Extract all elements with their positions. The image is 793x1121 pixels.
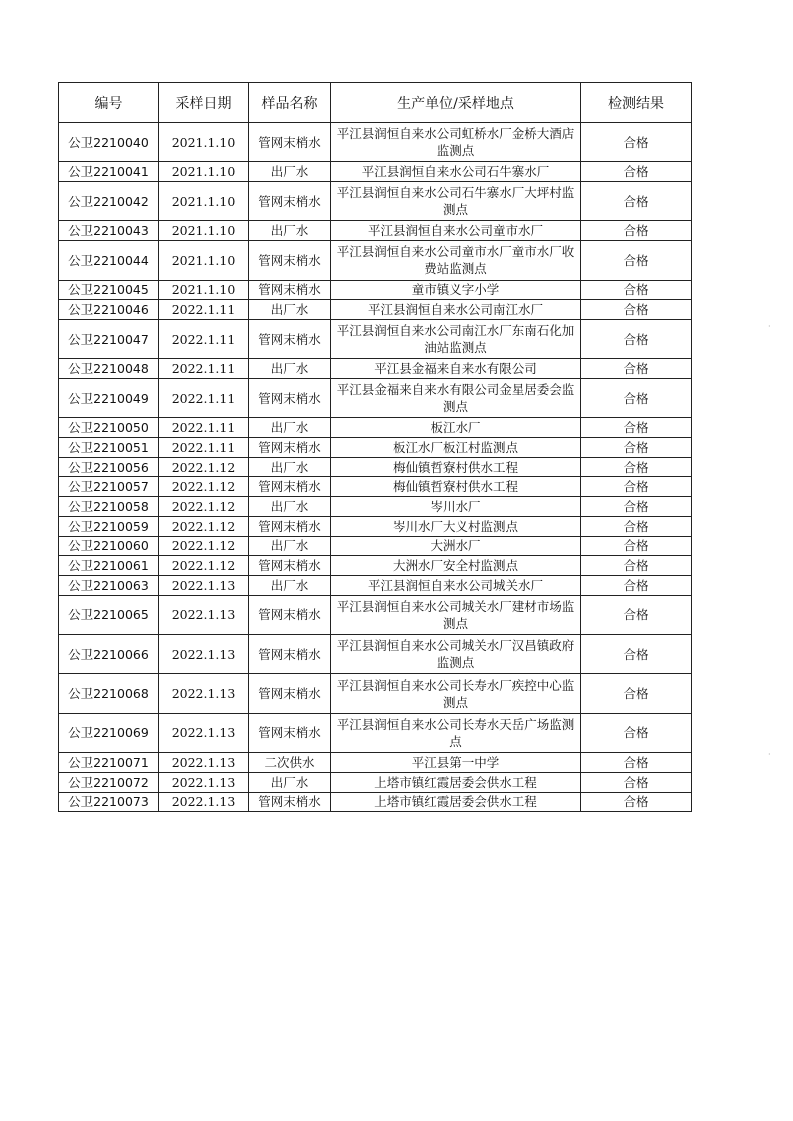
cell-id: 公卫2210041 <box>59 162 159 182</box>
cell-sample-name: 管网末梢水 <box>249 792 331 812</box>
cell-location: 平江县润恒自来水公司童市水厂童市水厂收费站监测点 <box>331 241 581 280</box>
header-result: 检测结果 <box>581 83 692 123</box>
cell-id: 公卫2210051 <box>59 438 159 458</box>
cell-result: 合格 <box>581 595 692 634</box>
cell-sample-name: 出厂水 <box>249 575 331 595</box>
cell-date: 2022.1.13 <box>159 634 249 673</box>
table-row <box>59 753 692 773</box>
cell-location: 大洲水厂安全村监测点 <box>331 556 581 576</box>
cell-location: 板江水厂板江村监测点 <box>331 438 581 458</box>
table-row <box>59 674 692 713</box>
cell-location: 平江县润恒自来水公司石牛寨水厂大坪村监测点 <box>331 182 581 221</box>
cell-date: 2022.1.12 <box>159 516 249 536</box>
cell-date: 2022.1.12 <box>159 497 249 517</box>
cell-location: 板江水厂 <box>331 418 581 438</box>
table-body <box>59 123 692 812</box>
cell-sample-name: 管网末梢水 <box>249 516 331 536</box>
cell-id: 公卫2210040 <box>59 123 159 162</box>
cell-sample-name: 管网末梢水 <box>249 123 331 162</box>
cell-id: 公卫2210065 <box>59 595 159 634</box>
header-id: 编号 <box>59 83 159 123</box>
cell-sample-name: 出厂水 <box>249 457 331 477</box>
cell-result: 合格 <box>581 753 692 773</box>
cell-sample-name: 管网末梢水 <box>249 595 331 634</box>
cell-id: 公卫2210061 <box>59 556 159 576</box>
cell-date: 2022.1.11 <box>159 359 249 379</box>
margin-mark: · <box>768 750 771 759</box>
cell-result: 合格 <box>581 497 692 517</box>
cell-result: 合格 <box>581 162 692 182</box>
cell-result: 合格 <box>581 575 692 595</box>
cell-date: 2022.1.13 <box>159 792 249 812</box>
cell-sample-name: 出厂水 <box>249 221 331 241</box>
cell-sample-name: 出厂水 <box>249 162 331 182</box>
cell-id: 公卫2210060 <box>59 536 159 556</box>
table-row <box>59 634 692 673</box>
cell-location: 平江县第一中学 <box>331 753 581 773</box>
table-row <box>59 536 692 556</box>
cell-sample-name: 管网末梢水 <box>249 477 331 497</box>
cell-result: 合格 <box>581 418 692 438</box>
cell-location: 平江县润恒自来水公司虹桥水厂金桥大酒店监测点 <box>331 123 581 162</box>
table-row <box>59 418 692 438</box>
cell-result: 合格 <box>581 438 692 458</box>
cell-sample-name: 管网末梢水 <box>249 713 331 752</box>
cell-sample-name: 管网末梢水 <box>249 319 331 358</box>
cell-result: 合格 <box>581 182 692 221</box>
cell-location: 平江县润恒自来水公司石牛寨水厂 <box>331 162 581 182</box>
cell-date: 2021.1.10 <box>159 162 249 182</box>
table-row <box>59 477 692 497</box>
cell-result: 合格 <box>581 280 692 300</box>
cell-sample-name: 管网末梢水 <box>249 438 331 458</box>
cell-location: 上塔市镇红霞居委会供水工程 <box>331 772 581 792</box>
table-row <box>59 516 692 536</box>
cell-result: 合格 <box>581 123 692 162</box>
cell-date: 2022.1.12 <box>159 536 249 556</box>
cell-id: 公卫2210042 <box>59 182 159 221</box>
cell-result: 合格 <box>581 359 692 379</box>
table-row <box>59 792 692 812</box>
cell-result: 合格 <box>581 713 692 752</box>
table-row <box>59 123 692 162</box>
table-row <box>59 497 692 517</box>
cell-sample-name: 管网末梢水 <box>249 556 331 576</box>
cell-date: 2022.1.11 <box>159 300 249 320</box>
cell-id: 公卫2210044 <box>59 241 159 280</box>
cell-date: 2021.1.10 <box>159 221 249 241</box>
cell-date: 2022.1.11 <box>159 319 249 358</box>
cell-location: 大洲水厂 <box>331 536 581 556</box>
cell-date: 2022.1.11 <box>159 379 249 418</box>
cell-sample-name: 管网末梢水 <box>249 280 331 300</box>
cell-sample-name: 出厂水 <box>249 359 331 379</box>
cell-result: 合格 <box>581 536 692 556</box>
cell-sample-name: 管网末梢水 <box>249 182 331 221</box>
cell-location: 岑川水厂大义村监测点 <box>331 516 581 536</box>
cell-date: 2022.1.13 <box>159 753 249 773</box>
cell-result: 合格 <box>581 241 692 280</box>
cell-sample-name: 管网末梢水 <box>249 379 331 418</box>
header-location: 生产单位/采样地点 <box>331 83 581 123</box>
cell-id: 公卫2210049 <box>59 379 159 418</box>
cell-id: 公卫2210050 <box>59 418 159 438</box>
table-row <box>59 182 692 221</box>
cell-date: 2022.1.13 <box>159 772 249 792</box>
cell-location: 平江县润恒自来水公司南江水厂东南石化加油站监测点 <box>331 319 581 358</box>
table-row <box>59 772 692 792</box>
cell-id: 公卫2210059 <box>59 516 159 536</box>
cell-result: 合格 <box>581 319 692 358</box>
cell-location: 平江县润恒自来水公司长寿水天岳广场监测点 <box>331 713 581 752</box>
table-row <box>59 575 692 595</box>
cell-location: 平江县润恒自来水公司童市水厂 <box>331 221 581 241</box>
cell-date: 2022.1.12 <box>159 477 249 497</box>
cell-location: 平江县润恒自来水公司城关水厂 <box>331 575 581 595</box>
cell-sample-name: 二次供水 <box>249 753 331 773</box>
cell-date: 2022.1.13 <box>159 713 249 752</box>
cell-id: 公卫2210071 <box>59 753 159 773</box>
table-row <box>59 280 692 300</box>
cell-id: 公卫2210068 <box>59 674 159 713</box>
table-row <box>59 438 692 458</box>
cell-id: 公卫2210047 <box>59 319 159 358</box>
cell-sample-name: 出厂水 <box>249 497 331 517</box>
inspection-results-table <box>58 82 692 812</box>
table-header-row <box>59 83 692 123</box>
cell-id: 公卫2210063 <box>59 575 159 595</box>
cell-sample-name: 管网末梢水 <box>249 674 331 713</box>
cell-location: 平江县润恒自来水公司城关水厂汉昌镇政府监测点 <box>331 634 581 673</box>
cell-location: 平江县润恒自来水公司南江水厂 <box>331 300 581 320</box>
header-sampling-date: 采样日期 <box>159 83 249 123</box>
cell-id: 公卫2210045 <box>59 280 159 300</box>
table-row <box>59 556 692 576</box>
cell-date: 2022.1.12 <box>159 556 249 576</box>
cell-sample-name: 出厂水 <box>249 300 331 320</box>
cell-id: 公卫2210057 <box>59 477 159 497</box>
cell-date: 2021.1.10 <box>159 182 249 221</box>
cell-id: 公卫2210043 <box>59 221 159 241</box>
cell-location: 岑川水厂 <box>331 497 581 517</box>
table-row <box>59 300 692 320</box>
table-row <box>59 595 692 634</box>
cell-id: 公卫2210069 <box>59 713 159 752</box>
cell-location: 梅仙镇哲寮村供水工程 <box>331 457 581 477</box>
table-row <box>59 221 692 241</box>
cell-result: 合格 <box>581 634 692 673</box>
margin-mark: · <box>768 322 771 331</box>
cell-location: 平江县润恒自来水公司城关水厂建材市场监测点 <box>331 595 581 634</box>
cell-result: 合格 <box>581 772 692 792</box>
cell-sample-name: 管网末梢水 <box>249 241 331 280</box>
header-sample-name: 样品名称 <box>249 83 331 123</box>
cell-result: 合格 <box>581 792 692 812</box>
cell-id: 公卫2210056 <box>59 457 159 477</box>
cell-sample-name: 管网末梢水 <box>249 634 331 673</box>
cell-date: 2022.1.13 <box>159 595 249 634</box>
cell-id: 公卫2210048 <box>59 359 159 379</box>
cell-location: 童市镇义字小学 <box>331 280 581 300</box>
cell-location: 平江县润恒自来水公司长寿水厂疾控中心监测点 <box>331 674 581 713</box>
cell-date: 2022.1.11 <box>159 438 249 458</box>
cell-date: 2022.1.13 <box>159 575 249 595</box>
cell-location: 平江县金福来自来水有限公司金星居委会监测点 <box>331 379 581 418</box>
cell-result: 合格 <box>581 477 692 497</box>
cell-id: 公卫2210046 <box>59 300 159 320</box>
table-row <box>59 457 692 477</box>
cell-sample-name: 出厂水 <box>249 772 331 792</box>
cell-result: 合格 <box>581 516 692 536</box>
cell-sample-name: 出厂水 <box>249 536 331 556</box>
cell-location: 平江县金福来自来水有限公司 <box>331 359 581 379</box>
cell-date: 2022.1.11 <box>159 418 249 438</box>
cell-date: 2021.1.10 <box>159 123 249 162</box>
cell-result: 合格 <box>581 556 692 576</box>
table-row <box>59 241 692 280</box>
cell-result: 合格 <box>581 221 692 241</box>
cell-date: 2021.1.10 <box>159 241 249 280</box>
cell-result: 合格 <box>581 674 692 713</box>
table-row <box>59 162 692 182</box>
cell-id: 公卫2210058 <box>59 497 159 517</box>
cell-date: 2022.1.12 <box>159 457 249 477</box>
cell-sample-name: 出厂水 <box>249 418 331 438</box>
table-row <box>59 379 692 418</box>
cell-location: 上塔市镇红霞居委会供水工程 <box>331 792 581 812</box>
table-row <box>59 359 692 379</box>
table-row <box>59 713 692 752</box>
cell-result: 合格 <box>581 379 692 418</box>
cell-id: 公卫2210072 <box>59 772 159 792</box>
cell-id: 公卫2210066 <box>59 634 159 673</box>
cell-id: 公卫2210073 <box>59 792 159 812</box>
cell-result: 合格 <box>581 457 692 477</box>
cell-date: 2021.1.10 <box>159 280 249 300</box>
cell-result: 合格 <box>581 300 692 320</box>
cell-location: 梅仙镇哲寮村供水工程 <box>331 477 581 497</box>
cell-date: 2022.1.13 <box>159 674 249 713</box>
table-row <box>59 319 692 358</box>
